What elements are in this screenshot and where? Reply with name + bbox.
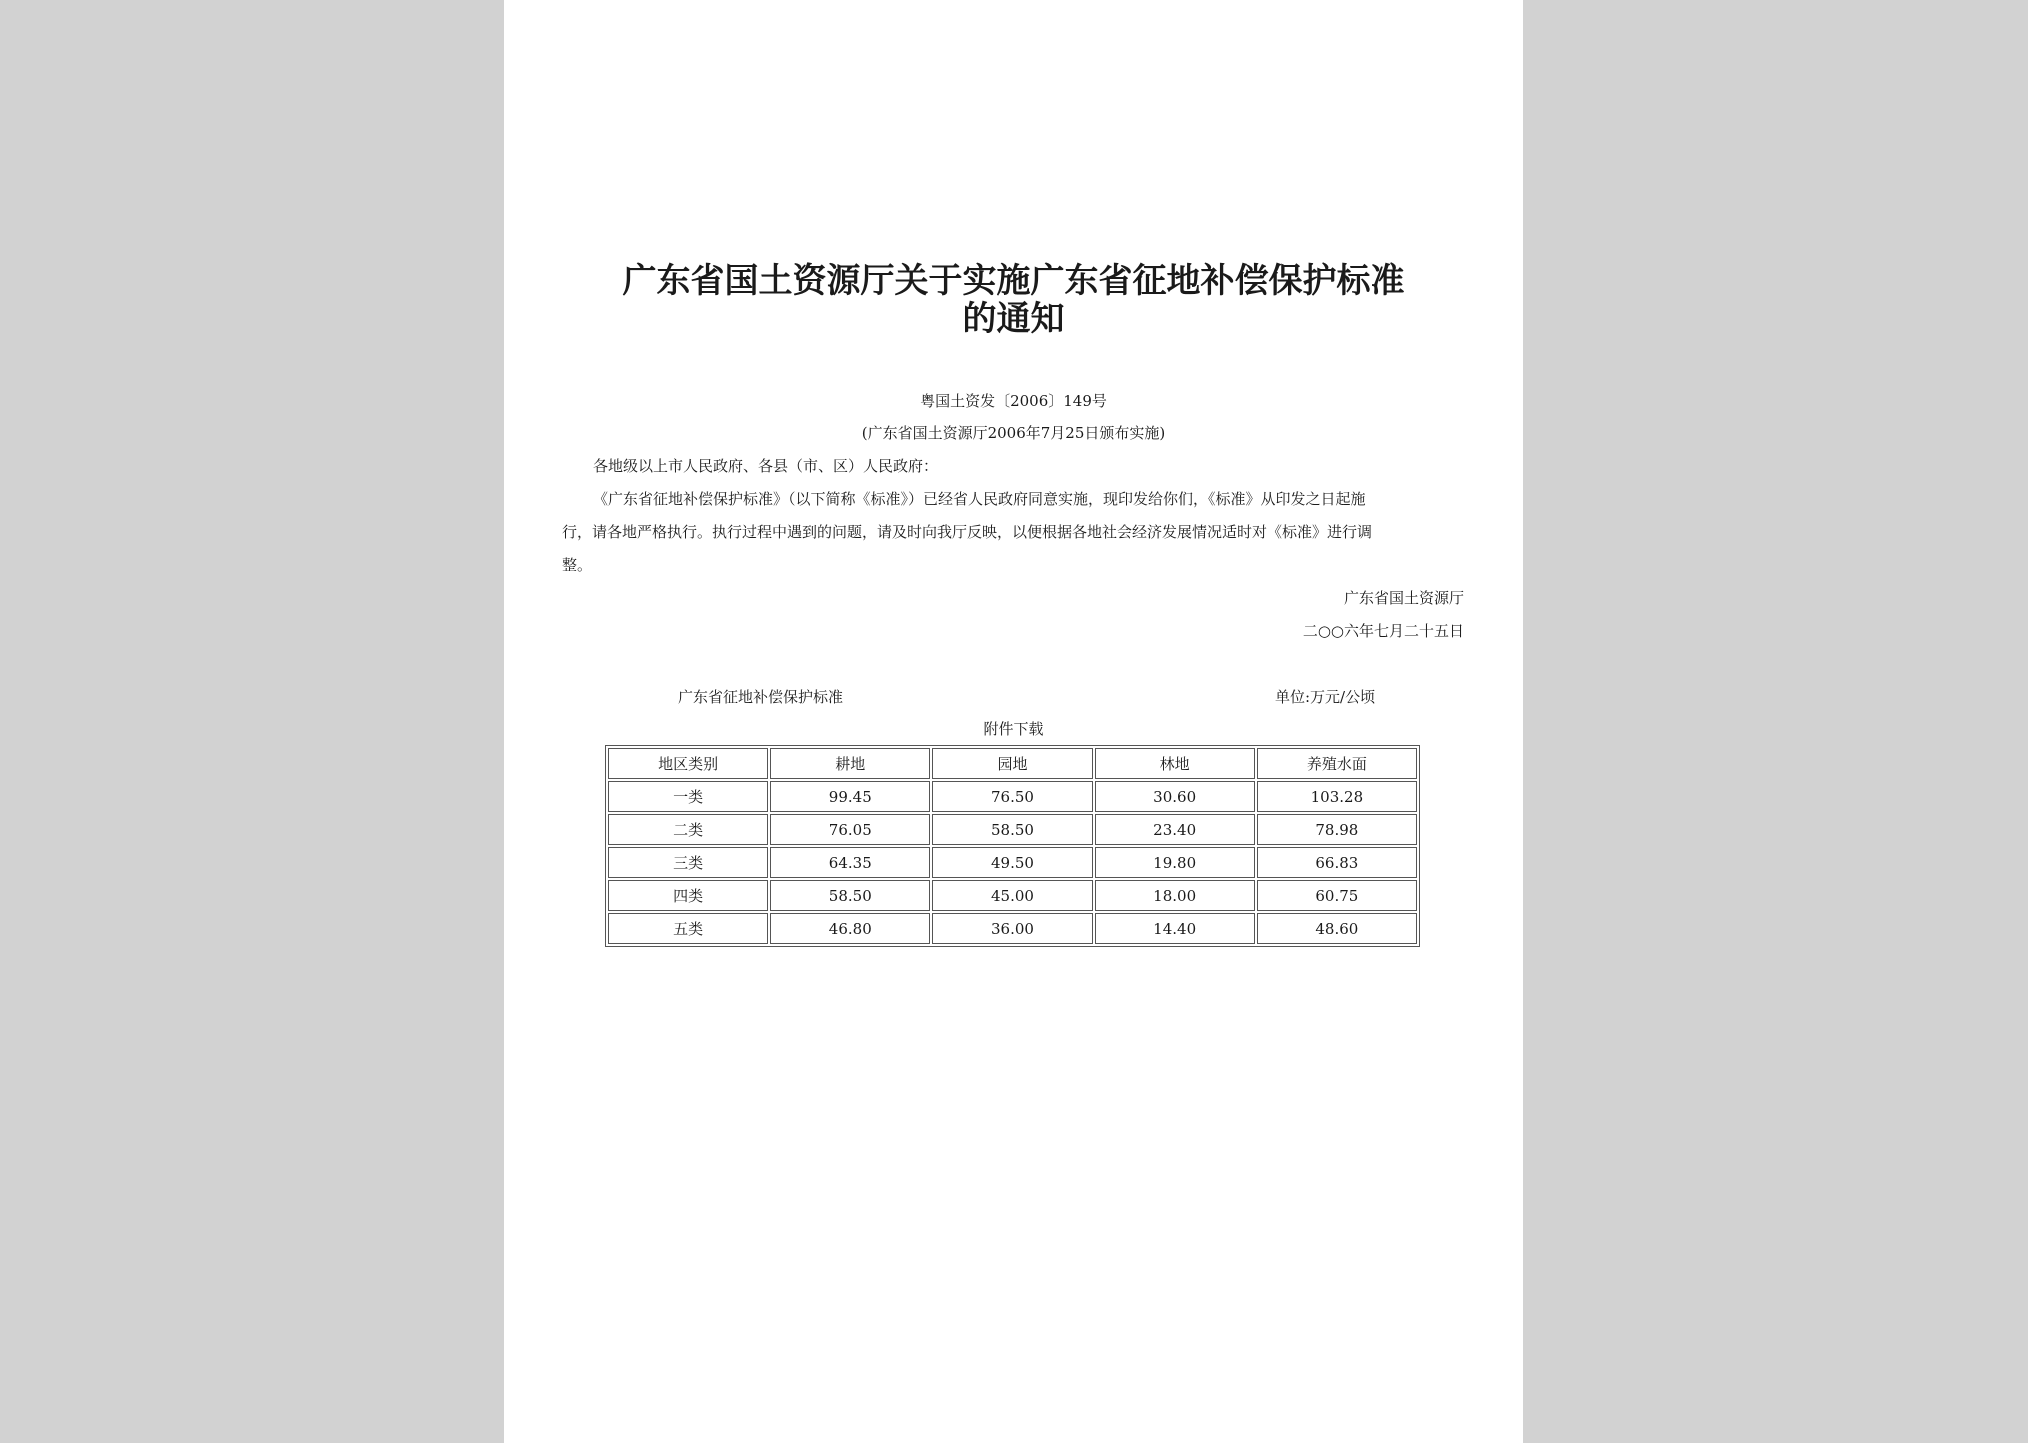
region-class-cell: 二类 — [608, 814, 768, 845]
table-row — [608, 781, 1417, 812]
header-forest-land: 林地 — [1095, 748, 1255, 779]
value-cell: 64.35 — [770, 847, 930, 878]
value-cell: 46.80 — [770, 913, 930, 944]
region-class-cell: 三类 — [608, 847, 768, 878]
value-cell: 49.50 — [932, 847, 1092, 878]
document-number: 粤国土资发〔2006〕149号 — [920, 392, 1107, 410]
value-cell: 78.98 — [1257, 814, 1417, 845]
title-line-2: 的通知 — [962, 299, 1065, 339]
header-region-class: 地区类别 — [608, 748, 768, 779]
region-class-cell: 四类 — [608, 880, 768, 911]
header-cultivated-land: 耕地 — [770, 748, 930, 779]
value-cell: 58.50 — [932, 814, 1092, 845]
region-class-cell: 一类 — [608, 781, 768, 812]
value-cell: 36.00 — [932, 913, 1092, 944]
document-title — [504, 262, 1523, 338]
region-class-cell: 五类 — [608, 913, 768, 944]
table-header-row — [608, 748, 1417, 779]
value-cell: 18.00 — [1095, 880, 1255, 911]
value-cell: 58.50 — [770, 880, 930, 911]
value-cell: 76.05 — [770, 814, 930, 845]
table-caption: 广东省征地补偿保护标准 — [678, 688, 844, 706]
value-cell: 66.83 — [1257, 847, 1417, 878]
attachment-download-link[interactable]: 附件下载 — [983, 720, 1044, 738]
document-date: 二○○六年七月二十五日 — [1302, 622, 1464, 640]
value-cell: 23.40 — [1095, 814, 1255, 845]
salutation: 各地级以上市人民政府、各县（市、区）人民政府： — [593, 457, 939, 475]
table-row — [608, 814, 1417, 845]
value-cell: 19.80 — [1095, 847, 1255, 878]
value-cell: 99.45 — [770, 781, 930, 812]
signature: 广东省国土资源厅 — [1343, 589, 1464, 607]
body-line-3: 整。 — [562, 556, 593, 574]
body-line-1: 《广东省征地补偿保护标准》（以下简称《标准》）已经省人民政府同意实施，现印发给你们，《标准》从印发之日起施 — [593, 490, 1366, 508]
header-aquaculture-water: 养殖水面 — [1257, 748, 1417, 779]
value-cell: 103.28 — [1257, 781, 1417, 812]
table-row — [608, 847, 1417, 878]
unit-label: 单位:万元/公顷 — [1275, 688, 1376, 706]
title-line-1: 广东省国土资源厅关于实施广东省征地补偿保护标准 — [622, 261, 1405, 301]
table-row — [608, 913, 1417, 944]
value-cell: 45.00 — [932, 880, 1092, 911]
compensation-table — [605, 745, 1420, 947]
value-cell: 30.60 — [1095, 781, 1255, 812]
value-cell: 76.50 — [932, 781, 1092, 812]
body-line-2: 行，请各地严格执行。执行过程中遇到的问题，请及时向我厅反映，以便根据各地社会经济发展情况适时对《标准》进行调 — [562, 523, 1373, 541]
value-cell: 14.40 — [1095, 913, 1255, 944]
value-cell: 60.75 — [1257, 880, 1417, 911]
table-row — [608, 880, 1417, 911]
document-page — [504, 0, 1523, 1443]
header-garden-land: 园地 — [932, 748, 1092, 779]
value-cell: 48.60 — [1257, 913, 1417, 944]
issue-note: (广东省国土资源厅2006年7月25日颁布实施) — [861, 424, 1166, 442]
